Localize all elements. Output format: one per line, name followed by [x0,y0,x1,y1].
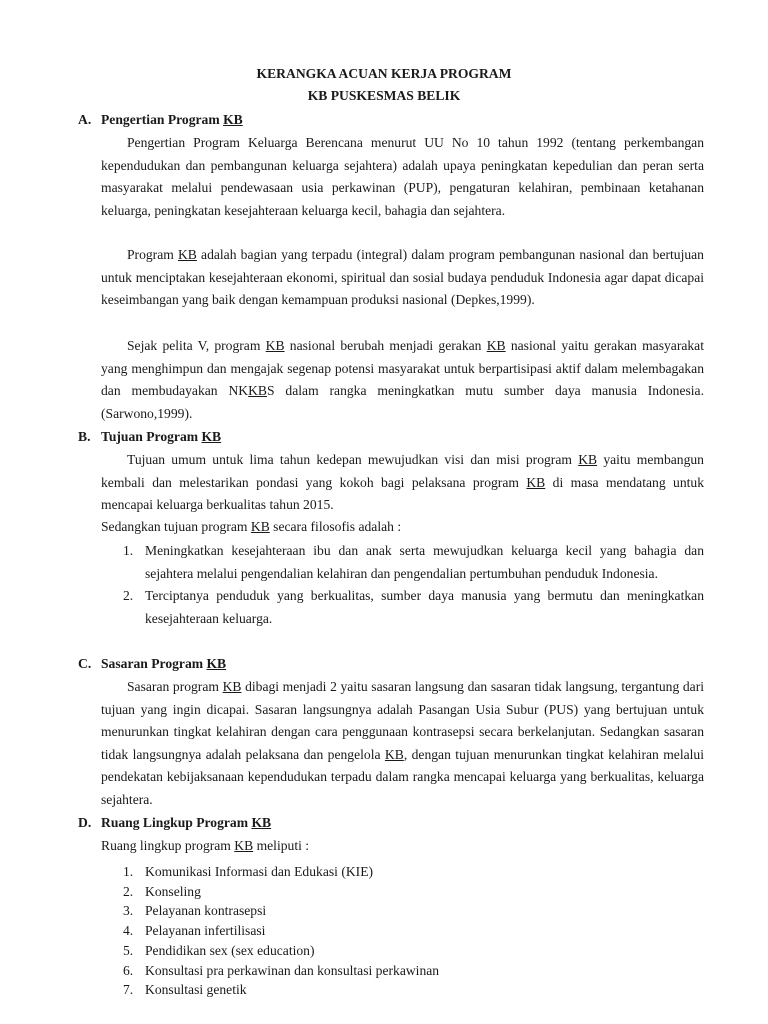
list-item-text: Konseling [145,883,201,899]
list-item [101,901,439,921]
section-d-title: Ruang Lingkup Program [101,815,252,830]
abbr-kb: KB [250,519,270,534]
list-item-text: Meningkatkan kesejahteraan ibu dan anak serta mewujudkan keluarga kecil yang bahagia dan sejahtera melalui pengendalian kelahiran dan pengendalian pertumbuhan penduduk Indonesia. [145,543,704,581]
list-number: 6. [123,962,134,978]
list-item [101,540,704,585]
text-run: dibagi menjadi 2 yaitu sasaran langsung dan sasaran tidak langsung, tergantung dari tujuan yang ingin dicapai. Sasaran langsungnya adalah Pasangan Usia Subur (PUS) yang bertujuan untuk menurunkan tingkat kelahiran dengan cara penggunaan kontrasepsi secara berkelanjutan. Sedangkan sasaran tidak langsungnya adalah pelaksana dan pengelola [101,679,704,762]
abbr-kb: KB [526,474,546,490]
section-b-list [101,540,704,630]
abbr-kb: KB [234,838,254,853]
abbr-kb: KB [248,383,267,399]
list-number: 5. [123,942,134,958]
list-number: 3. [123,903,134,919]
section-a-letter: A. [78,112,92,127]
section-c-heading [78,654,226,674]
text-run: Sasaran program [127,679,223,694]
text-run: Sejak pelita V, program [127,338,266,353]
list-item [101,980,439,1000]
section-c-title: Sasaran Program [101,656,207,671]
list-item [101,862,439,882]
list-item [101,921,439,941]
abbr-kb: KB [265,338,285,353]
text-run: yaitu membangun kembali dan melestarikan pondasi yang kokoh bagi pelaksana program [101,452,704,490]
list-item-text: Pelayanan infertilisasi [145,923,266,939]
section-a-paragraph-1: Pengertian Program Keluarga Berencana menurut UU No 10 tahun 1992 (tentang perkembangan kependudukan dan pembangunan keluarga sejahtera) adalah upaya peningkatan kepedulian dan peran serta masyarakat melalui pendewasaan usia perkawinan (PUP), pengaturan kelahiran, pembinaan ketahanan keluarga, peningkatan kesejahteraan keluarga kecil, bahagia dan sejahtera. [101,135,704,218]
section-c-paragraph-1 [101,676,704,812]
abbr-kb: KB [222,679,242,694]
list-item [101,961,439,981]
abbr-kb: KB [486,338,506,353]
list-item [101,882,439,902]
section-c-title-abbr: KB [206,656,227,671]
list-number: 1. [123,864,134,879]
text-run: S dalam rangka meningkatkan mutu sumber daya manusia Indonesia. (Sarwono,1999). [101,383,704,421]
section-b-title: Tujuan Program [101,429,202,444]
text-run: Ruang lingkup program [101,838,235,853]
list-number: 2. [123,883,134,899]
abbr-kb: KB [578,452,598,467]
list-item-text: Pelayanan kontrasepsi [145,903,267,919]
section-d-list [101,862,439,1000]
text-run: di masa mendatang untuk mencapai keluarga berkualitas tahun 2015. [101,474,704,513]
list-number: 2. [123,588,134,604]
section-d-intro [101,836,309,856]
list-item-text: Komunikasi Informasi dan Edukasi (KIE) [145,864,374,879]
text-run: , dengan tujuan menurunkan tingkat kelahiran melalui pendekatan kebijaksanaan kependudukan terpadu dalam rangka mencapai keluarga yang berkualitas, keluarga sejahtera. [101,746,704,807]
section-d-title-abbr: KB [251,815,272,830]
section-b-paragraph-1 [101,449,704,517]
text-run: meliputi : [253,838,310,853]
document-title: KERANGKA ACUAN KERJA PROGRAM [256,66,512,81]
abbr-kb: KB [177,247,197,262]
section-d-letter: D. [78,815,92,830]
text-run: adalah bagian yang terpadu (integral) dalam program pembangunan nasional dan bertujuan untuk menciptakan kesejahteraan ekonomi, spiritual dan sosial budaya penduduk Indonesia agar dapat dicapai keseimbangan yang baik dengan kemampuan produksi nasional (Depkes,1999). [101,247,704,308]
abbr-kb: KB [384,746,404,762]
section-a-title: Pengertian Program [101,112,224,127]
text-run: Program [127,247,178,262]
list-item [101,585,704,630]
text-run: Sedangkan tujuan program [101,519,251,534]
document-subtitle: KB PUSKESMAS BELIK [307,88,461,103]
list-number: 1. [123,543,134,558]
text-run: nasional berubah menjadi gerakan [284,338,487,353]
list-item-text: Konsultasi pra perkawinan dan konsultasi perkawinan [145,962,440,978]
section-c-letter: C. [78,656,92,671]
section-b-paragraph-2 [101,517,401,537]
list-number: 4. [123,923,134,939]
text-run: nasional yaitu gerakan masyarakat yang menghimpun dan mengajak segenap potensi masyarakat untuk berpartisipasi aktif dalam melembagakan dan membudayakan NK [101,338,704,399]
list-item-text: Pendidikan sex (sex education) [145,942,315,958]
list-item-text: Terciptanya penduduk yang berkualitas, sumber daya manusia yang bermutu dan meningkatkan kesejahteraan keluarga. [145,588,704,626]
text-run: Tujuan umum untuk lima tahun kedepan mewujudkan visi dan misi program [127,452,579,467]
text-run: secara filosofis adalah : [269,519,402,534]
section-b-heading [78,427,221,447]
section-d-heading [78,813,271,833]
section-b-letter: B. [78,429,91,444]
list-item-text: Konsultasi genetik [145,982,247,998]
list-number: 7. [123,982,134,998]
section-a-paragraph-3 [101,335,704,425]
section-a-heading [78,110,243,130]
list-item [101,941,439,961]
section-a-title-abbr: KB [223,112,243,127]
section-a-paragraph-2 [101,244,704,312]
section-b-title-abbr: KB [201,429,222,444]
